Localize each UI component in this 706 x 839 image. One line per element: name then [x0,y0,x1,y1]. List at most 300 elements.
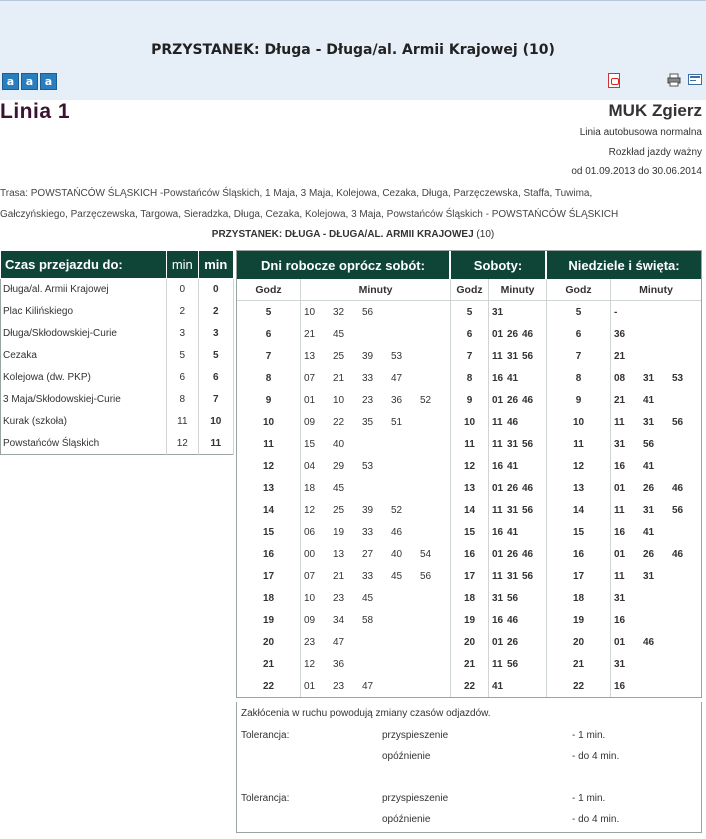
saturday-minute: 26 [507,394,519,406]
saturday-minute: 16 [492,460,504,472]
saturday-minutes [489,565,547,587]
saturday-minute: 11 [492,416,503,428]
weekday-minute: 23 [333,592,345,604]
saturday-minutes [489,521,547,543]
weekday-minute: 19 [333,526,345,538]
saturday-hour: 16 [451,543,489,565]
saturday-hour: 14 [451,499,489,521]
tolerance-early-value-1: - 1 min. [572,730,606,741]
saturday-minute: 56 [522,570,534,582]
weekday-minute: 33 [362,372,374,384]
sunday-minute: - [614,306,618,318]
mail-icon[interactable] [688,74,702,85]
travel-header: Czas przejazdu do: [1,251,167,279]
travel-min-a: 3 [167,323,198,345]
travel-row [1,323,234,345]
travel-min-a: 2 [167,301,198,323]
weekday-minute: 10 [333,394,345,406]
weekday-minutes [301,653,451,675]
sunday-minute: 56 [672,504,684,516]
stop-name: PRZYSTANEK: DŁUGA - DŁUGA/AL. ARMII KRAJOWEJ [211,229,474,240]
timetable-row [237,389,701,411]
travel-min-a: 11 [167,411,198,433]
timetable-row [237,433,701,455]
weekday-minute: 33 [362,570,374,582]
weekday-minute: 10 [304,306,316,318]
travel-min-b: 0 [198,279,233,301]
saturday-minutes [489,675,547,697]
notes-panel [236,702,702,833]
saturday-hour: 6 [451,323,489,345]
saturday-hour: 12 [451,455,489,477]
saturday-minute: 26 [507,548,519,560]
saturday-minute: 56 [507,658,519,670]
saturday-hour: 11 [451,433,489,455]
weekday-hour: 7 [237,345,301,367]
sunday-minute: 31 [643,372,655,384]
sunday-hour: 16 [547,543,611,565]
weekday-hour: 10 [237,411,301,433]
sunday-minute: 41 [643,394,655,406]
weekday-minute: 56 [362,306,374,318]
route-line-1: Trasa: POWSTAŃCÓW ŚLĄSKICH -Powstańców Śląskich, 1 Maja, 3 Maja, Kolejowa, Cezaka, Długa, Parzęczewska, Staffa, Tuwima, [0,188,593,199]
sunday-minutes [611,323,701,345]
weekday-minutes [301,345,451,367]
sunday-minute: 11 [614,416,625,428]
weekday-hour: 22 [237,675,301,697]
weekday-minute: 12 [304,658,316,670]
saturday-minute: 16 [492,372,504,384]
timetable-row [237,345,701,367]
weekday-hour: 19 [237,609,301,631]
weekday-minute: 35 [362,416,374,428]
weekday-minute: 21 [333,372,345,384]
saturday-minutes [489,433,547,455]
travel-min-a: 6 [167,367,198,389]
weekday-minute: 40 [391,548,403,560]
weekday-minutes [301,367,451,389]
saturday-hour: 17 [451,565,489,587]
timetable [236,250,702,698]
timetable-row [237,367,701,389]
weekday-minute: 01 [304,680,316,692]
travel-col-min-1: min [167,251,198,279]
sunday-minutes [611,565,701,587]
sunday-minute: 16 [614,614,626,626]
sunday-minutes [611,609,701,631]
weekday-minute: 54 [420,548,432,560]
saturday-hour: 5 [451,301,489,323]
line-type: Linia autobusowa normalna [579,127,702,138]
saturday-minutes [489,543,547,565]
page-title: PRZYSTANEK: Długa - Długa/al. Armii Krajowej (10) [151,42,555,58]
saturday-minute: 56 [522,504,534,516]
valid-label: Rozkład jazdy ważny [608,147,702,158]
sunday-hour: 6 [547,323,611,345]
saturday-minute: 41 [507,372,519,384]
tolerance-early-value-2: - 1 min. [572,793,606,804]
travel-stop-name: Długa/Skłodowskiej-Curie [1,323,167,345]
sunday-hour: 19 [547,609,611,631]
weekday-minute: 13 [333,548,345,560]
weekday-minute: 06 [304,526,316,538]
timetable-row [237,631,701,653]
tolerance-label-1: Tolerancja: [241,730,290,741]
saturday-minute: 31 [492,592,504,604]
sunday-header: Niedziele i święta: [547,251,701,279]
weekday-minute: 04 [304,460,316,472]
sunday-minute: 31 [614,658,626,670]
weekday-minute: 25 [333,504,345,516]
travel-stop-name: Powstańców Śląskich [1,433,167,455]
weekday-minute: 32 [333,306,345,318]
weekday-minutes [301,587,451,609]
sunday-minute: 08 [614,372,626,384]
font-small-button[interactable]: a [2,73,19,90]
weekday-minute: 45 [333,482,345,494]
saturday-header: Soboty: [451,251,547,279]
weekday-minute: 22 [333,416,345,428]
weekday-hour: 6 [237,323,301,345]
weekday-minutes [301,389,451,411]
weekday-minute: 36 [333,658,345,670]
sunday-minutes [611,675,701,697]
weekday-hour: 21 [237,653,301,675]
travel-min-b: 5 [198,345,233,367]
sunday-minute: 21 [614,350,626,362]
weekday-minute: 25 [333,350,345,362]
sunday-minute: 26 [643,548,655,560]
travel-row [1,301,234,323]
weekday-minute: 10 [304,592,316,604]
route-line-2: Gałczyńskiego, Parzęczewska, Targowa, Sieradzka, Długa, Cezaka, Kolejowa, 3 Maja, Powstańców Śląskich - POWSTAŃCÓW ŚLĄSKICH [0,209,619,220]
weekday-minute: 47 [391,372,403,384]
stop-heading [0,229,706,240]
timetable-row [237,411,701,433]
weekday-minutes [301,675,451,697]
sunday-hour: 18 [547,587,611,609]
sunday-minute: 46 [672,548,684,560]
font-medium-button[interactable]: a [21,73,38,90]
saturday-minute: 01 [492,394,504,406]
weekday-minute: 46 [391,526,403,538]
weekday-minute: 01 [304,394,316,406]
tolerance-late-2: opóźnienie [382,814,431,825]
travel-min-b: 2 [198,301,233,323]
weekday-minutes [301,323,451,345]
weekday-minutes [301,499,451,521]
saturday-minute: 11 [492,350,503,362]
sunday-hour: 14 [547,499,611,521]
weekday-minute: 52 [420,394,432,406]
saturday-hour: 15 [451,521,489,543]
weekday-hour: 15 [237,521,301,543]
sunday-minute: 01 [614,548,626,560]
weekday-minute: 09 [304,416,316,428]
valid-range: od 01.09.2013 do 30.06.2014 [571,166,702,177]
weekday-minute: 40 [333,438,345,450]
weekday-minute: 21 [333,570,345,582]
timetable-row [237,455,701,477]
sunday-hour-label: Godz [547,279,611,300]
travel-row [1,345,234,367]
saturday-minutes [489,477,547,499]
travel-time-table [0,250,234,455]
weekday-minute: 39 [362,350,374,362]
weekday-minute: 09 [304,614,316,626]
sunday-hour: 17 [547,565,611,587]
saturday-hour-label: Godz [451,279,489,300]
saturday-minute: 56 [507,592,519,604]
saturday-minute: 46 [507,416,519,428]
tolerance-late-value-1: - do 4 min. [572,751,620,762]
saturday-hour: 19 [451,609,489,631]
saturday-minute: 56 [522,350,534,362]
saturday-minute: 31 [507,438,519,450]
timetable-row [237,675,701,697]
weekday-header: Dni robocze oprócz sobót: [237,251,451,279]
travel-min-a: 0 [167,279,198,301]
saturday-minutes [489,631,547,653]
weekday-hour: 13 [237,477,301,499]
sunday-hour: 8 [547,367,611,389]
timetable-subheader [237,279,701,301]
weekday-minute: 53 [391,350,403,362]
weekday-minute: 33 [362,526,374,538]
weekday-minutes [301,631,451,653]
sunday-minute: 11 [614,504,625,516]
timetable-row [237,499,701,521]
weekday-minutes [301,477,451,499]
weekday-minute: 23 [362,394,374,406]
timetable-row [237,565,701,587]
sunday-minute: 16 [614,460,626,472]
saturday-minute: 31 [507,350,519,362]
tolerance-late-1: opóźnienie [382,751,431,762]
weekday-minute: 52 [391,504,403,516]
saturday-minute: 46 [522,482,534,494]
sunday-minutes [611,587,701,609]
saturday-minute: 46 [522,394,534,406]
printer-icon[interactable] [667,73,681,87]
weekday-minute: 45 [362,592,374,604]
saturday-minute: 16 [492,526,504,538]
saturday-hour: 10 [451,411,489,433]
sunday-hour: 21 [547,653,611,675]
weekday-hour: 5 [237,301,301,323]
saturday-hour: 8 [451,367,489,389]
weekday-minutes-label: Minuty [301,279,451,300]
weekday-minute: 58 [362,614,374,626]
weekday-minute: 18 [304,482,316,494]
sunday-hour: 22 [547,675,611,697]
saturday-minutes [489,345,547,367]
sunday-hour: 5 [547,301,611,323]
saturday-minute: 26 [507,482,519,494]
weekday-minute: 13 [304,350,316,362]
sunday-hour: 9 [547,389,611,411]
saturday-minutes [489,389,547,411]
sunday-minutes [611,455,701,477]
weekday-minute: 27 [362,548,374,560]
saturday-minute: 46 [522,328,534,340]
sunday-minute: 21 [614,394,626,406]
weekday-minutes [301,301,451,323]
saturday-hour: 22 [451,675,489,697]
travel-min-a: 12 [167,433,198,455]
timetable-row [237,301,701,323]
travel-min-b: 7 [198,389,233,411]
sunday-minute: 53 [672,372,684,384]
saturday-minutes [489,653,547,675]
saturday-hour: 7 [451,345,489,367]
sunday-minutes [611,631,701,653]
sunday-minutes [611,477,701,499]
route-description [0,183,700,225]
weekday-hour: 8 [237,367,301,389]
saturday-minute: 11 [492,570,503,582]
travel-row [1,411,234,433]
sunday-minute: 46 [672,482,684,494]
sunday-minutes [611,389,701,411]
sunday-minute: 11 [614,570,625,582]
sunday-hour: 7 [547,345,611,367]
saturday-minutes-label: Minuty [489,279,547,300]
saturday-minute: 26 [507,328,519,340]
travel-row [1,433,234,455]
timetable-row [237,323,701,345]
sunday-hour: 13 [547,477,611,499]
sunday-minutes [611,301,701,323]
weekday-minute: 34 [333,614,345,626]
saturday-minutes [489,411,547,433]
weekday-hour: 17 [237,565,301,587]
sunday-minute: 31 [643,570,655,582]
timetable-row [237,653,701,675]
weekday-minute: 47 [333,636,345,648]
sunday-minute: 31 [614,592,626,604]
weekday-minutes [301,433,451,455]
weekday-minute: 45 [391,570,403,582]
disruption-note: Zakłócenia w ruchu powodują zmiany czasów odjazdów. [241,708,491,719]
sunday-minute: 36 [614,328,626,340]
weekday-minute: 39 [362,504,374,516]
saturday-hour: 9 [451,389,489,411]
line-title: Linia 1 [0,100,71,123]
sunday-minute: 16 [614,680,626,692]
saturday-hour: 21 [451,653,489,675]
weekday-hour: 12 [237,455,301,477]
weekday-minute: 45 [333,328,345,340]
weekday-minutes [301,565,451,587]
weekday-minutes [301,543,451,565]
sunday-minutes [611,499,701,521]
saturday-minute: 11 [492,438,503,450]
stop-number: (10) [476,229,495,240]
saturday-minutes [489,499,547,521]
saturday-minutes [489,455,547,477]
sunday-minute: 26 [643,482,655,494]
travel-stop-name: Cezaka [1,345,167,367]
timetable-row [237,521,701,543]
weekday-hour: 11 [237,433,301,455]
saturday-minute: 46 [522,548,534,560]
travel-min-a: 5 [167,345,198,367]
sunday-hour: 12 [547,455,611,477]
travel-min-b: 3 [198,323,233,345]
weekday-minute: 53 [362,460,374,472]
weekday-minutes [301,609,451,631]
saturday-minute: 41 [507,526,519,538]
saturday-minutes [489,367,547,389]
sunday-hour: 20 [547,631,611,653]
font-large-button[interactable]: a [40,73,57,90]
saturday-minute: 01 [492,548,504,560]
sunday-minute: 01 [614,636,626,648]
sunday-minutes [611,653,701,675]
weekday-minute: 15 [304,438,316,450]
weekday-hour: 9 [237,389,301,411]
sunday-hour: 11 [547,433,611,455]
tolerance-early-2: przyspieszenie [382,793,449,804]
sunday-minute: 31 [614,438,626,450]
travel-stop-name: Kolejowa (dw. PKP) [1,367,167,389]
saturday-minutes [489,323,547,345]
weekday-minute: 00 [304,548,316,560]
saturday-minute: 56 [522,438,534,450]
sunday-minute: 31 [643,504,655,516]
travel-min-b: 11 [198,433,233,455]
weekday-hour: 20 [237,631,301,653]
tolerance-early-1: przyspieszenie [382,730,449,741]
saturday-minute: 41 [492,680,504,692]
weekday-minute: 12 [304,504,316,516]
saturday-minutes [489,301,547,323]
weekday-hour-label: Godz [237,279,301,300]
saturday-minute: 41 [507,460,519,472]
saturday-hour: 20 [451,631,489,653]
weekday-hour: 16 [237,543,301,565]
timetable-row [237,609,701,631]
sunday-minute: 01 [614,482,626,494]
weekday-hour: 18 [237,587,301,609]
weekday-minute: 56 [420,570,432,582]
saturday-minute: 31 [492,306,504,318]
weekday-minute: 47 [362,680,374,692]
saturday-minute: 01 [492,328,504,340]
travel-row [1,389,234,411]
saturday-hour: 13 [451,477,489,499]
company-name: MUK Zgierz [608,101,702,120]
travel-stop-name: Plac Kilińskiego [1,301,167,323]
sunday-hour: 15 [547,521,611,543]
sunday-minute: 31 [643,416,655,428]
sunday-minutes [611,367,701,389]
sunday-minutes [611,433,701,455]
saturday-minute: 31 [507,570,519,582]
timetable-header [237,251,701,279]
sunday-minute: 16 [614,526,626,538]
saturday-hour: 18 [451,587,489,609]
weekday-minutes [301,521,451,543]
saturday-minute: 46 [507,614,519,626]
saturday-minutes [489,609,547,631]
font-size-controls [2,73,57,90]
travel-row [1,279,234,301]
saturday-minute: 11 [492,658,503,670]
pdf-icon[interactable] [608,73,620,88]
weekday-minute: 07 [304,570,316,582]
